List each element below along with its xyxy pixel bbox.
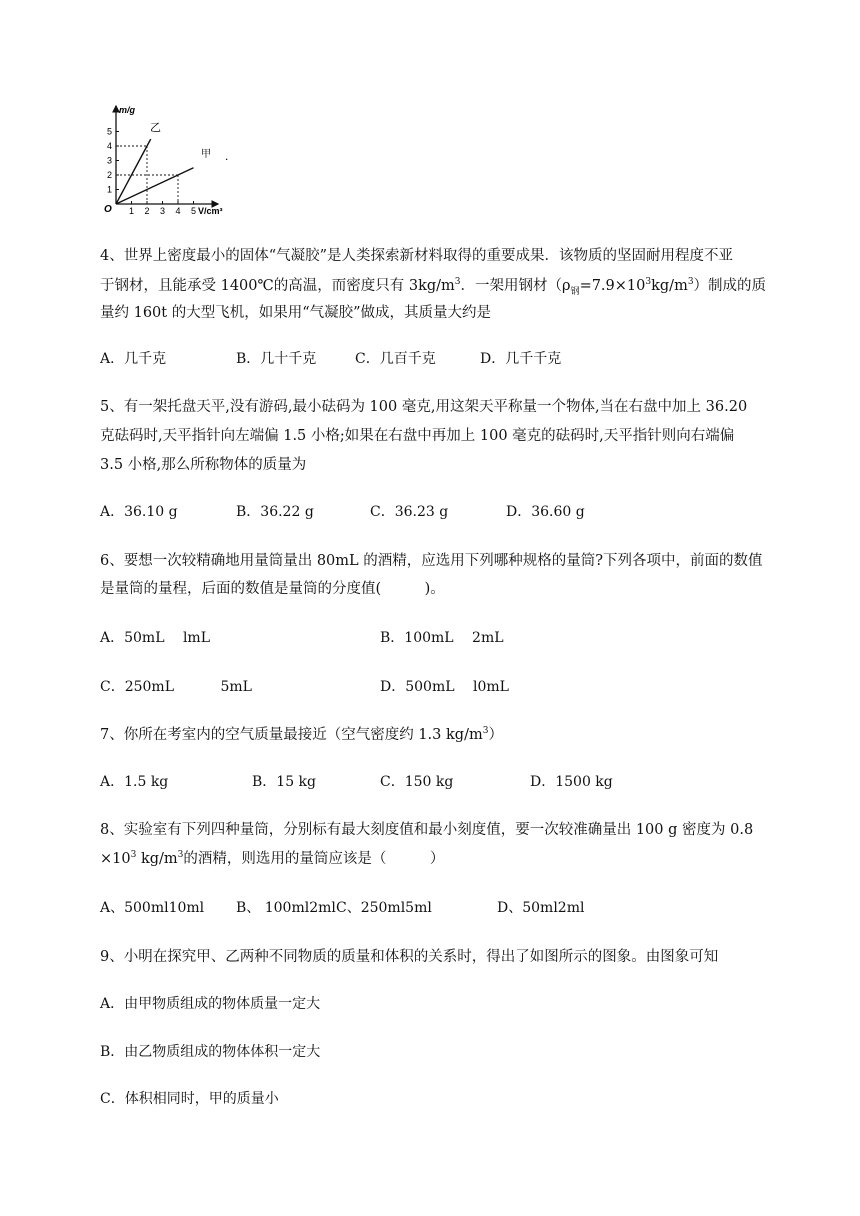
- q5-line-3: 3.5 小格,那么所称物体的质量为: [100, 457, 307, 473]
- q4-line-2: 于钢材，且能承受 1400℃的高温，而密度只有 $3kg/m^3$．一架用钢材$(\rho_钢=7.9\times 10^3kg/m^3)$制成的质: [100, 277, 767, 297]
- origin-label: O: [104, 204, 112, 215]
- series-line-extension: [147, 139, 151, 146]
- y-axis-label: m/g: [119, 105, 136, 115]
- q5-option-a[interactable]: A．36.10 g: [100, 504, 178, 520]
- y-tick-label: 1: [107, 184, 113, 195]
- y-tick-label: 3: [107, 155, 113, 166]
- q5-line-2: 克砝码时,天平指针向左端偏 1.5 小格;如果在右盘中再加上 100 毫克的砝码时,天平指针则向右端偏: [100, 428, 735, 444]
- q9-option-a[interactable]: A．由甲物质组成的物体质量一定大: [100, 996, 321, 1012]
- q4-option-c[interactable]: C．几百千克: [355, 351, 436, 367]
- q6-line-2: 是量筒的量程，后面的数值是量筒的分度值( )。: [100, 581, 445, 597]
- x-axis-label: V/cm³: [198, 206, 223, 216]
- q7-option-c[interactable]: C．150 kg: [380, 774, 454, 790]
- q6-option-c[interactable]: C．250mL 5mL: [100, 679, 252, 695]
- q6-option-b[interactable]: B．100mL 2mL: [380, 630, 504, 646]
- q6-line-1: 6、要想一次较精确地用量筒量出 80mL 的酒精，应选用下列哪种规格的量筒?下列各项中，前面的数值: [100, 553, 763, 569]
- q7-option-d[interactable]: D．1500 kg: [530, 774, 613, 790]
- q7-option-b[interactable]: B．15 kg: [252, 774, 316, 790]
- series-label-yi: 乙: [150, 122, 161, 134]
- mass-volume-chart: [100, 100, 230, 220]
- q4-line-3: 量约 160t 的大型飞机，如果用“气凝胶”做成，其质量大约是: [100, 305, 492, 321]
- q8-line-1: 8、实验室有下列四种量筒，分别标有最大刻度值和最小刻度值，要一次较准确量出 100 g 密度为 0.8: [100, 822, 754, 838]
- x-tick-label: 3: [160, 206, 166, 216]
- q6-option-d[interactable]: D．500mL l0mL: [380, 679, 509, 695]
- q4-option-a[interactable]: A．几千克: [100, 351, 167, 367]
- q8-option-a[interactable]: A、500ml10ml: [100, 900, 205, 916]
- q8-line-2: $\times 10^3$ $kg/m^3$的酒精，则选用的量筒应该是（ ）: [100, 850, 445, 867]
- y-tick-label: 2: [107, 170, 113, 180]
- series-label-jia: 甲: [201, 149, 211, 160]
- q9-option-c[interactable]: C．体积相同时，甲的质量小: [100, 1091, 279, 1107]
- q6-option-a[interactable]: A．50mL lmL: [100, 630, 210, 646]
- q4-option-b[interactable]: B．几十千克: [236, 351, 317, 367]
- q4-line-1: 4、世界上密度最小的固体“气凝胶”是人类探索新材料取得的重要成果．该物质的坚固耐用程度不亚: [100, 248, 734, 264]
- q9-line-1: 9、小明在探究甲、乙两种不同物质的质量和体积的关系时，得出了如图所示的图象。由图象可知: [100, 949, 719, 965]
- q5-line-1: 5、有一架托盘天平,没有游码,最小砝码为 100 毫克,用这架天平称量一个物体,当在右盘中加上 36.20: [100, 399, 748, 415]
- x-tick-label: 1: [129, 206, 135, 216]
- x-tick-label: 5: [191, 206, 197, 216]
- q8-option-c[interactable]: C、250ml5ml: [336, 900, 432, 916]
- q5-option-d[interactable]: D．36.60 g: [506, 504, 585, 520]
- x-tick-label: 4: [175, 206, 181, 216]
- q5-option-c[interactable]: C．36.23 g: [370, 504, 449, 520]
- q7-option-a[interactable]: A．1.5 kg: [100, 774, 169, 790]
- stray-dot: .: [225, 149, 229, 163]
- y-tick-label: 4: [107, 141, 113, 151]
- q8-option-d[interactable]: D、50ml2ml: [497, 900, 585, 916]
- q9-option-b[interactable]: B．由乙物质组成的物体体积一定大: [100, 1044, 321, 1060]
- q7-line-1: 7、你所在考室内的空气质量最接近（空气密度约 1.3 $kg/m^3$）: [100, 726, 503, 743]
- q8-option-b[interactable]: B、 100ml2ml: [236, 900, 336, 916]
- mass-volume-graph: [100, 100, 230, 220]
- x-tick-label: 2: [144, 206, 150, 216]
- q4-option-d[interactable]: D．几千千克: [480, 351, 562, 367]
- y-tick-label: 5: [107, 126, 113, 137]
- series-line-extension: [178, 168, 194, 175]
- q5-option-b[interactable]: B．36.22 g: [236, 504, 314, 520]
